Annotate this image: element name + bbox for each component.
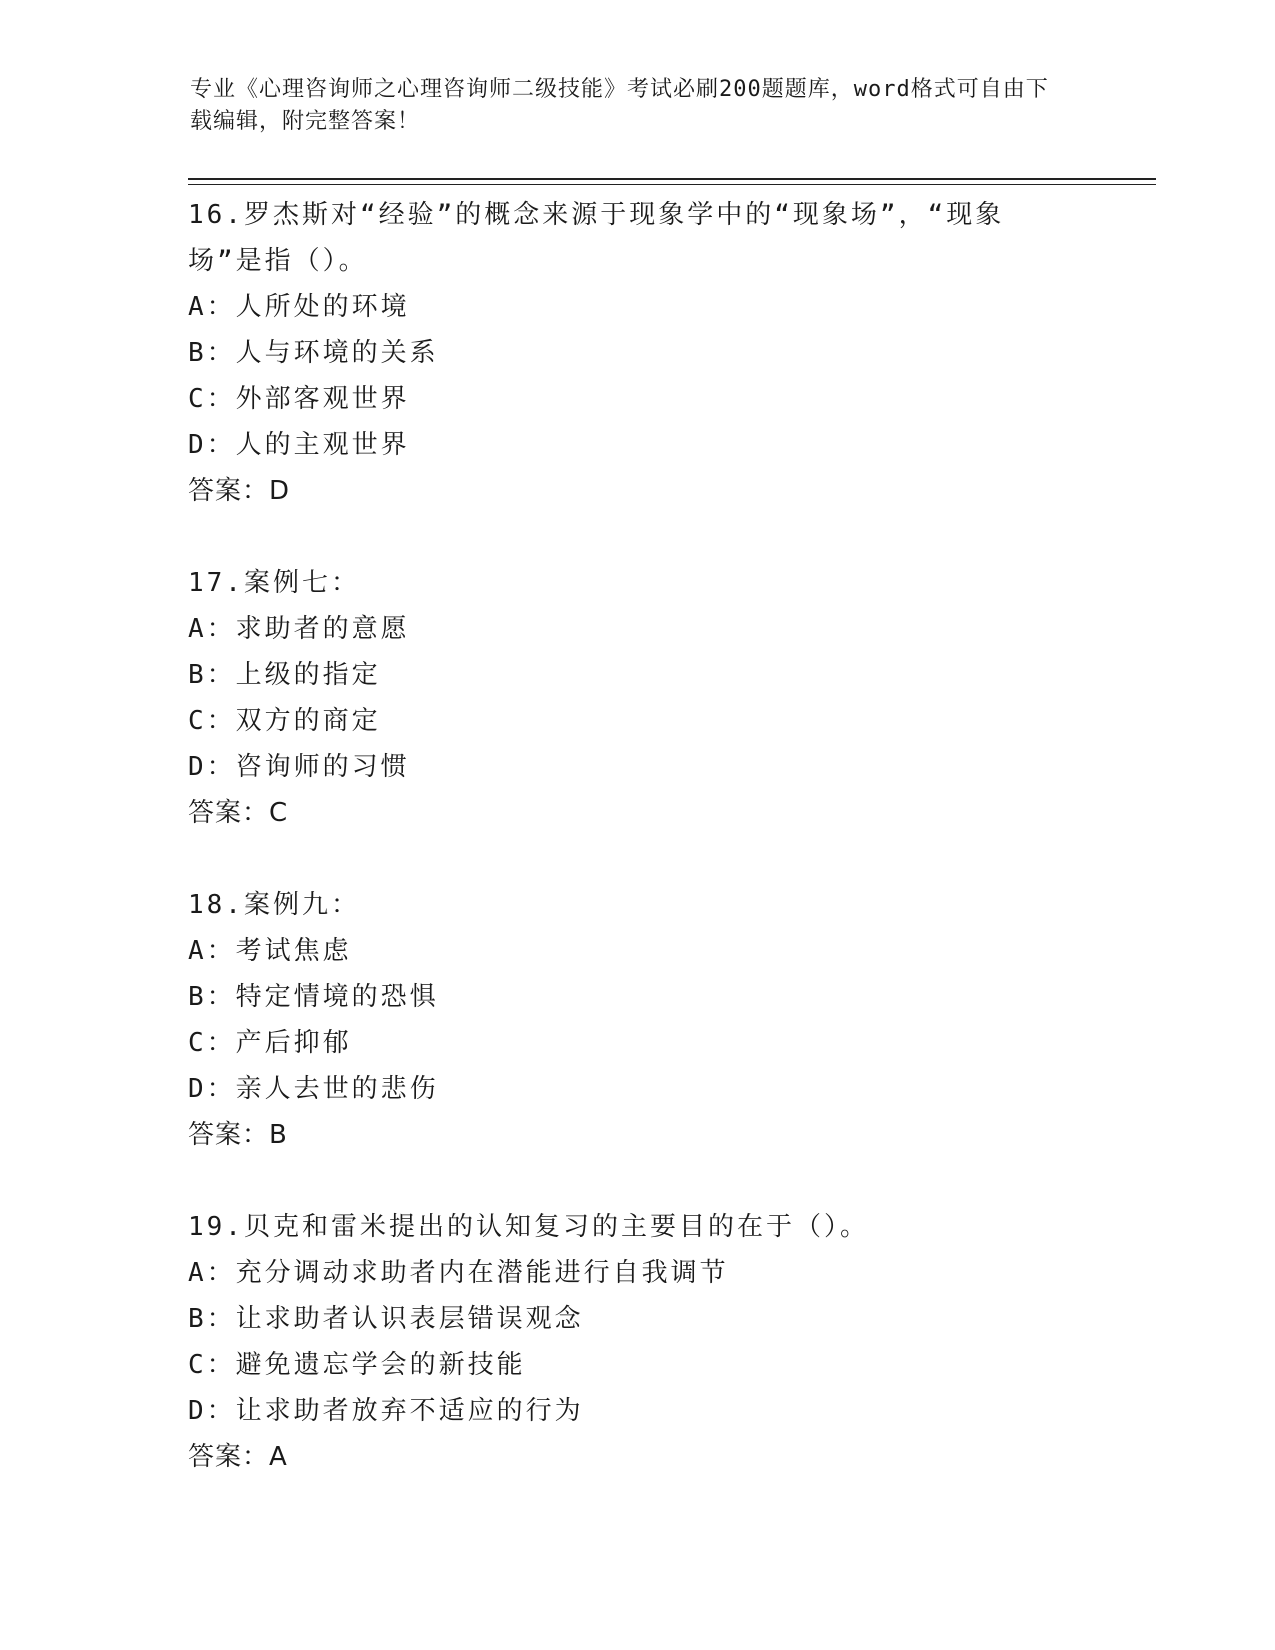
header-rule-thin [188, 184, 1156, 185]
question-list [188, 192, 1088, 1480]
answer-line: 答案：C [188, 798, 289, 828]
option-c: C：外部客观世界 [188, 384, 410, 414]
question-text: 18.案例九： [188, 890, 360, 920]
answer-line: 答案：D [188, 476, 291, 506]
question-17 [188, 560, 1088, 882]
question-text: 17.案例七： [188, 568, 360, 598]
answer-line: 答案：B [188, 1120, 288, 1150]
option-a: A：人所处的环境 [188, 292, 410, 322]
answer-line: 答案：A [188, 1442, 288, 1472]
option-d: D：让求助者放弃不适应的行为 [188, 1396, 584, 1426]
option-c: C：避免遗忘学会的新技能 [188, 1350, 526, 1380]
spacer [188, 514, 1088, 560]
question-text: 19.贝克和雷米提出的认知复习的主要目的在于（）。 [188, 1212, 869, 1242]
option-b: B：上级的指定 [188, 660, 381, 690]
spacer [188, 1158, 1088, 1204]
option-d: D：人的主观世界 [188, 430, 410, 460]
question-text: 16.罗杰斯对“经验”的概念来源于现象学中的“现象场”，“现象场”是指（）。 [188, 200, 1005, 276]
header-rule-thick [188, 178, 1156, 180]
spacer [188, 836, 1088, 882]
question-16 [188, 192, 1088, 560]
option-a: A：求助者的意愿 [188, 614, 410, 644]
option-b: B：让求助者认识表层错误观念 [188, 1304, 584, 1334]
option-c: C：产后抑郁 [188, 1028, 352, 1058]
option-d: D：咨询师的习惯 [188, 752, 410, 782]
option-a: A：充分调动求助者内在潜能进行自我调节 [188, 1258, 729, 1288]
option-c: C：双方的商定 [188, 706, 381, 736]
question-19 [188, 1204, 1088, 1480]
question-18 [188, 882, 1088, 1204]
document-header: 专业《心理咨询师之心理咨询师二级技能》考试必刷200题题库，word格式可自由下载编辑，附完整答案！ [190, 77, 1049, 134]
option-d: D：亲人去世的悲伤 [188, 1074, 439, 1104]
option-a: A：考试焦虑 [188, 936, 352, 966]
option-b: B：人与环境的关系 [188, 338, 439, 368]
option-b: B：特定情境的恐惧 [188, 982, 439, 1012]
